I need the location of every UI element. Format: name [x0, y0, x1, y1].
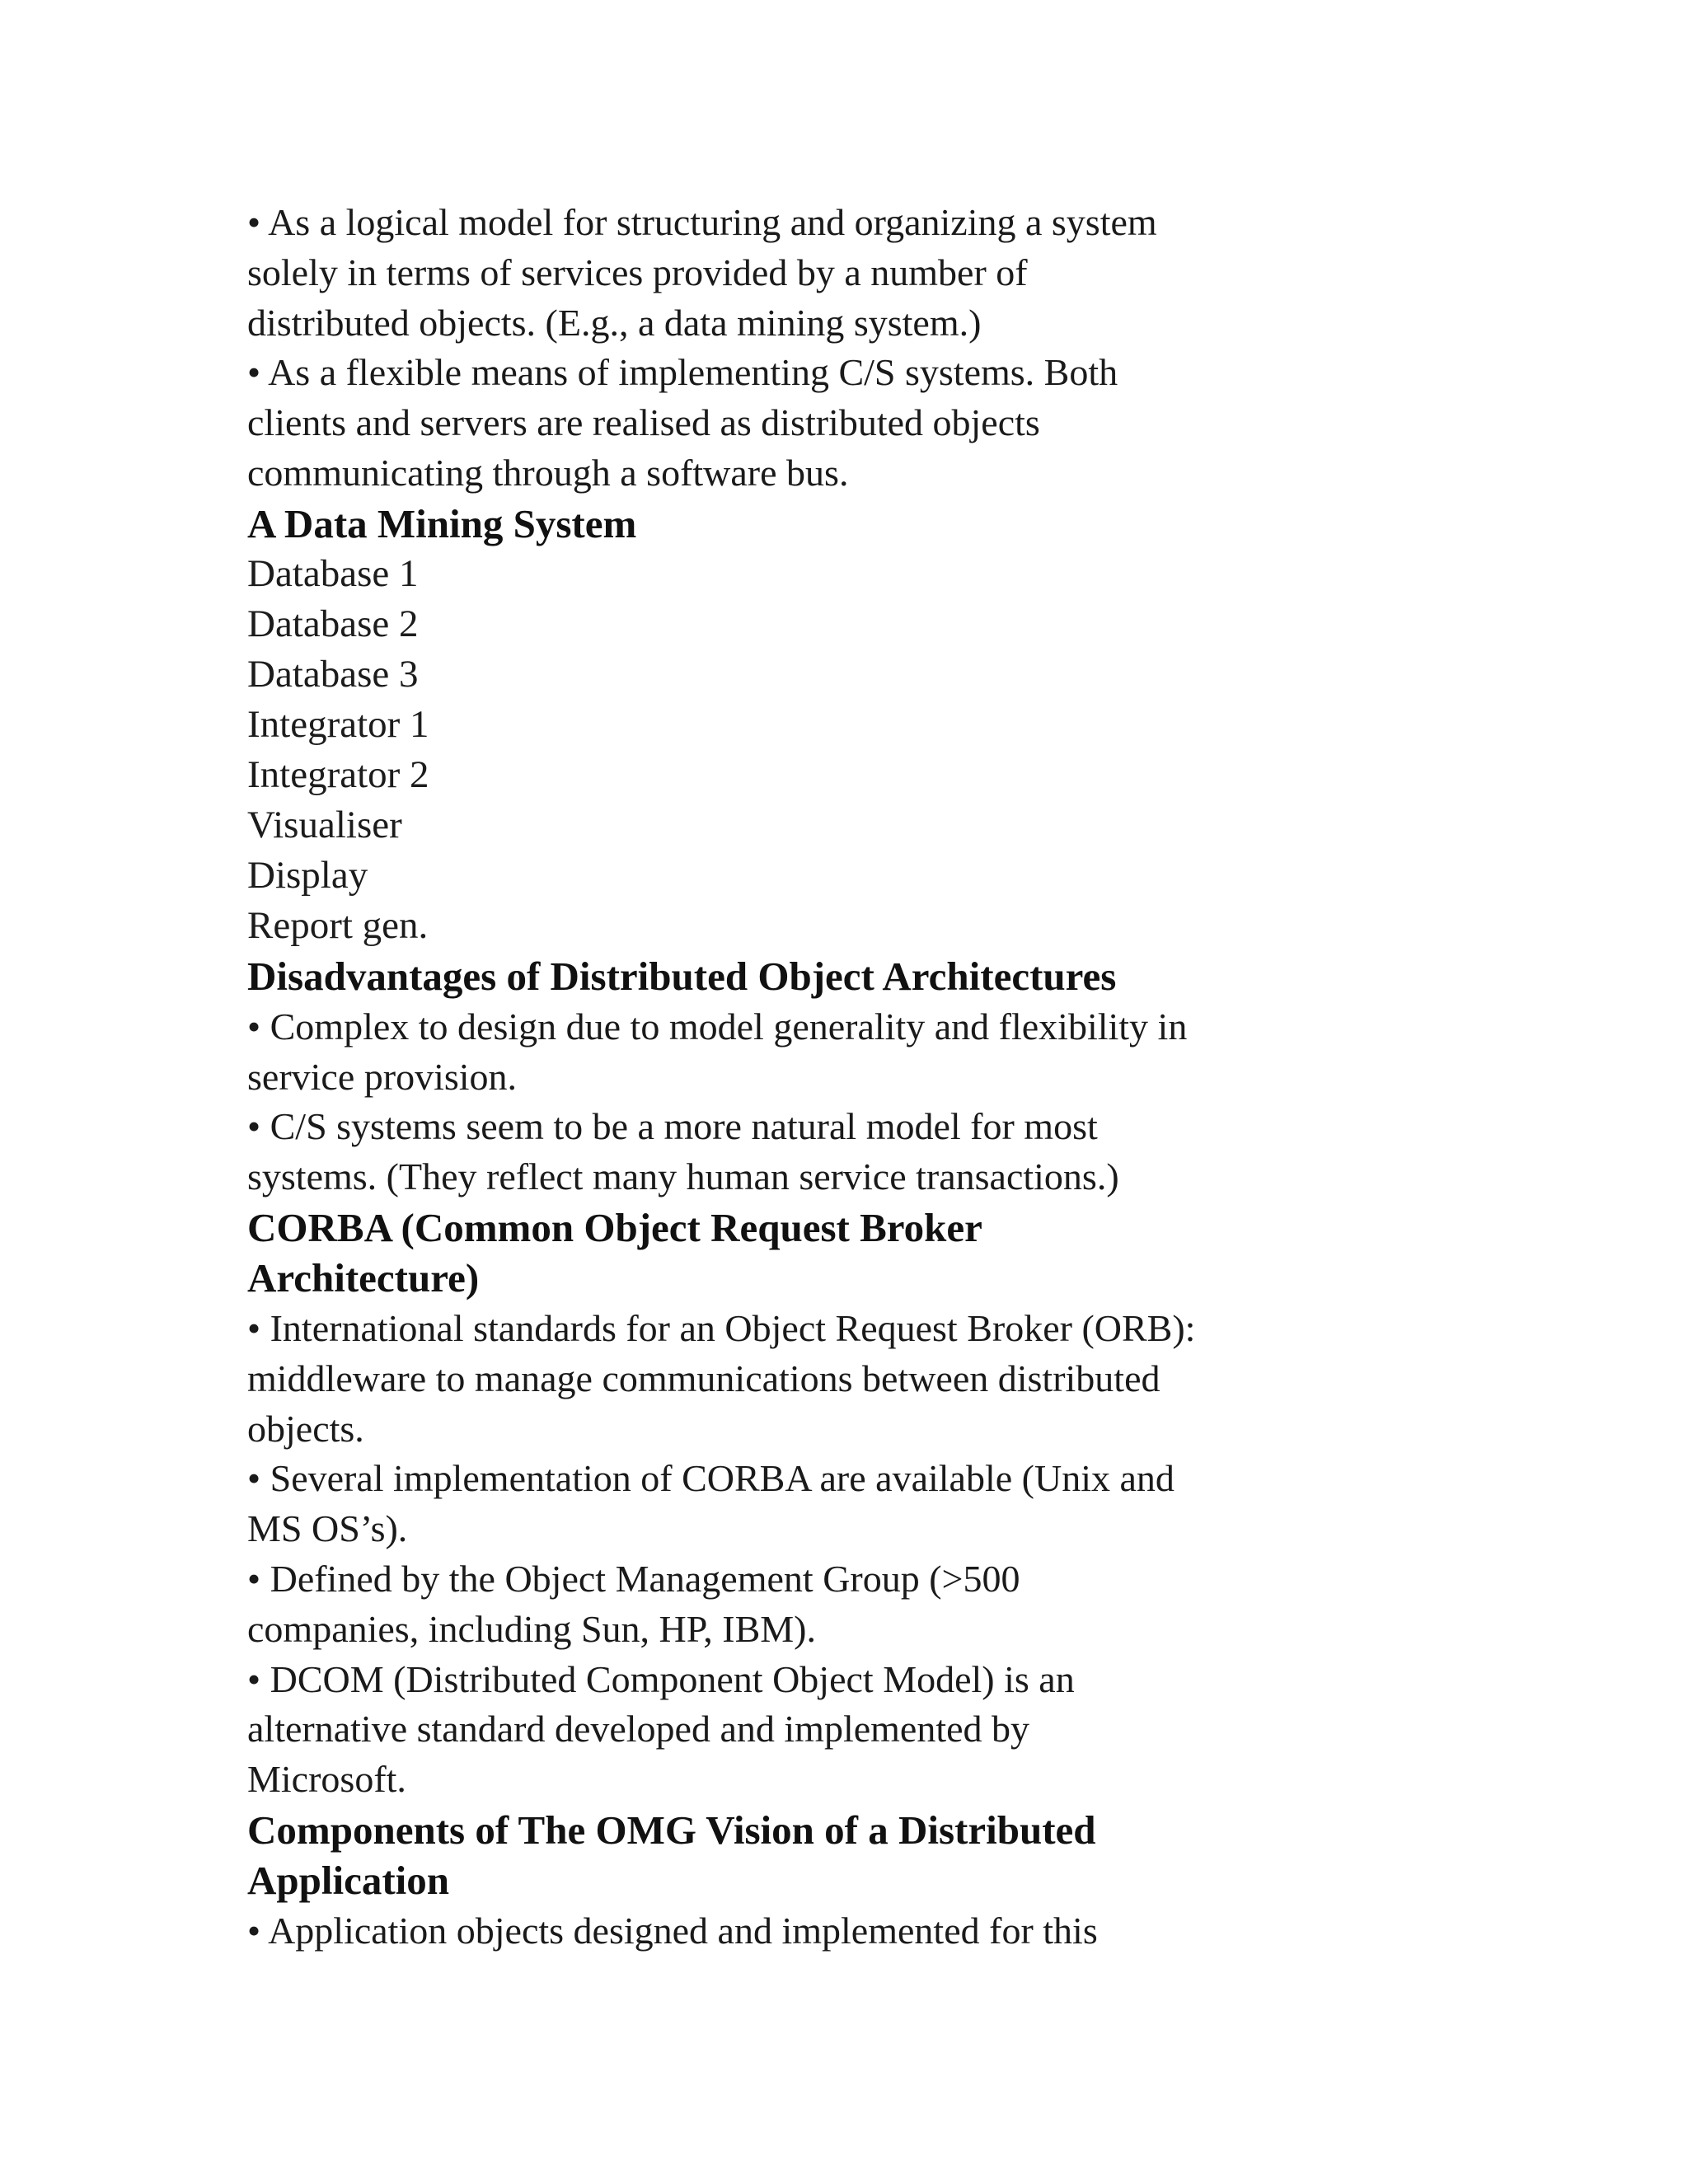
corba-line-3: objects.	[247, 1407, 364, 1450]
corba-heading-line-1: CORBA (Common Object Request Broker	[247, 1204, 982, 1250]
corba-line-6: • Defined by the Object Management Group (>500	[247, 1557, 1020, 1600]
corba-line-5: MS OS’s).	[247, 1507, 408, 1550]
intro-line-2: solely in terms of services provided by a number of	[247, 251, 1028, 293]
data-mining-item-7: Display	[247, 854, 368, 898]
intro-line-3: distributed objects. (E.g., a data mining system.)	[247, 301, 982, 344]
document-content	[247, 198, 1418, 1957]
intro-section	[247, 198, 1418, 499]
intro-line-4: • As a flexible means of implementing C/S systems. Both	[247, 351, 1118, 394]
corba-section	[247, 1202, 1418, 1805]
data-mining-section	[247, 499, 1418, 952]
corba-line-1: • International standards for an Object Request Broker (ORB):	[247, 1306, 1196, 1349]
corba-line-8: • DCOM (Distributed Component Object Model) is an	[247, 1657, 1075, 1700]
corba-line-10: Microsoft.	[247, 1758, 406, 1801]
omg-line-1: • Application objects designed and implemented for this	[247, 1909, 1098, 1952]
disadvantages-line-1: • Complex to design due to model generality and flexibility in	[247, 1005, 1188, 1047]
omg-heading-line-1: Components of The OMG Vision of a Distributed	[247, 1807, 1096, 1853]
omg-heading-line-2: Application	[247, 1858, 450, 1904]
data-mining-item-5: Integrator 2	[247, 753, 429, 797]
corba-heading-line-2: Architecture)	[247, 1255, 480, 1301]
intro-line-1: • As a logical model for structuring and organizing a system	[247, 201, 1157, 243]
data-mining-item-4: Integrator 1	[247, 703, 429, 747]
disadvantages-line-4: systems. (They reflect many human service transactions.)	[247, 1155, 1119, 1198]
intro-line-5: clients and servers are realised as distributed objects	[247, 401, 1040, 444]
data-mining-item-1: Database 1	[247, 552, 419, 596]
data-mining-item-8: Report gen.	[247, 904, 429, 948]
disadvantages-section	[247, 951, 1418, 1202]
disadvantages-line-2: service provision.	[247, 1055, 518, 1098]
data-mining-item-3: Database 3	[247, 653, 419, 696]
data-mining-item-6: Visualiser	[247, 804, 402, 847]
omg-section	[247, 1805, 1418, 1957]
corba-line-7: companies, including Sun, HP, IBM).	[247, 1607, 816, 1650]
data-mining-item-2: Database 2	[247, 602, 419, 646]
corba-line-2: middleware to manage communications between distributed	[247, 1357, 1160, 1399]
corba-line-9: alternative standard developed and implemented by	[247, 1708, 1030, 1750]
corba-line-4: • Several implementation of CORBA are available (Unix and	[247, 1457, 1175, 1500]
disadvantages-heading: Disadvantages of Distributed Object Architectures	[247, 954, 1117, 1000]
intro-line-6: communicating through a software bus.	[247, 451, 849, 494]
data-mining-heading: A Data Mining System	[247, 500, 637, 546]
disadvantages-line-3: • C/S systems seem to be a more natural model for most	[247, 1105, 1098, 1148]
